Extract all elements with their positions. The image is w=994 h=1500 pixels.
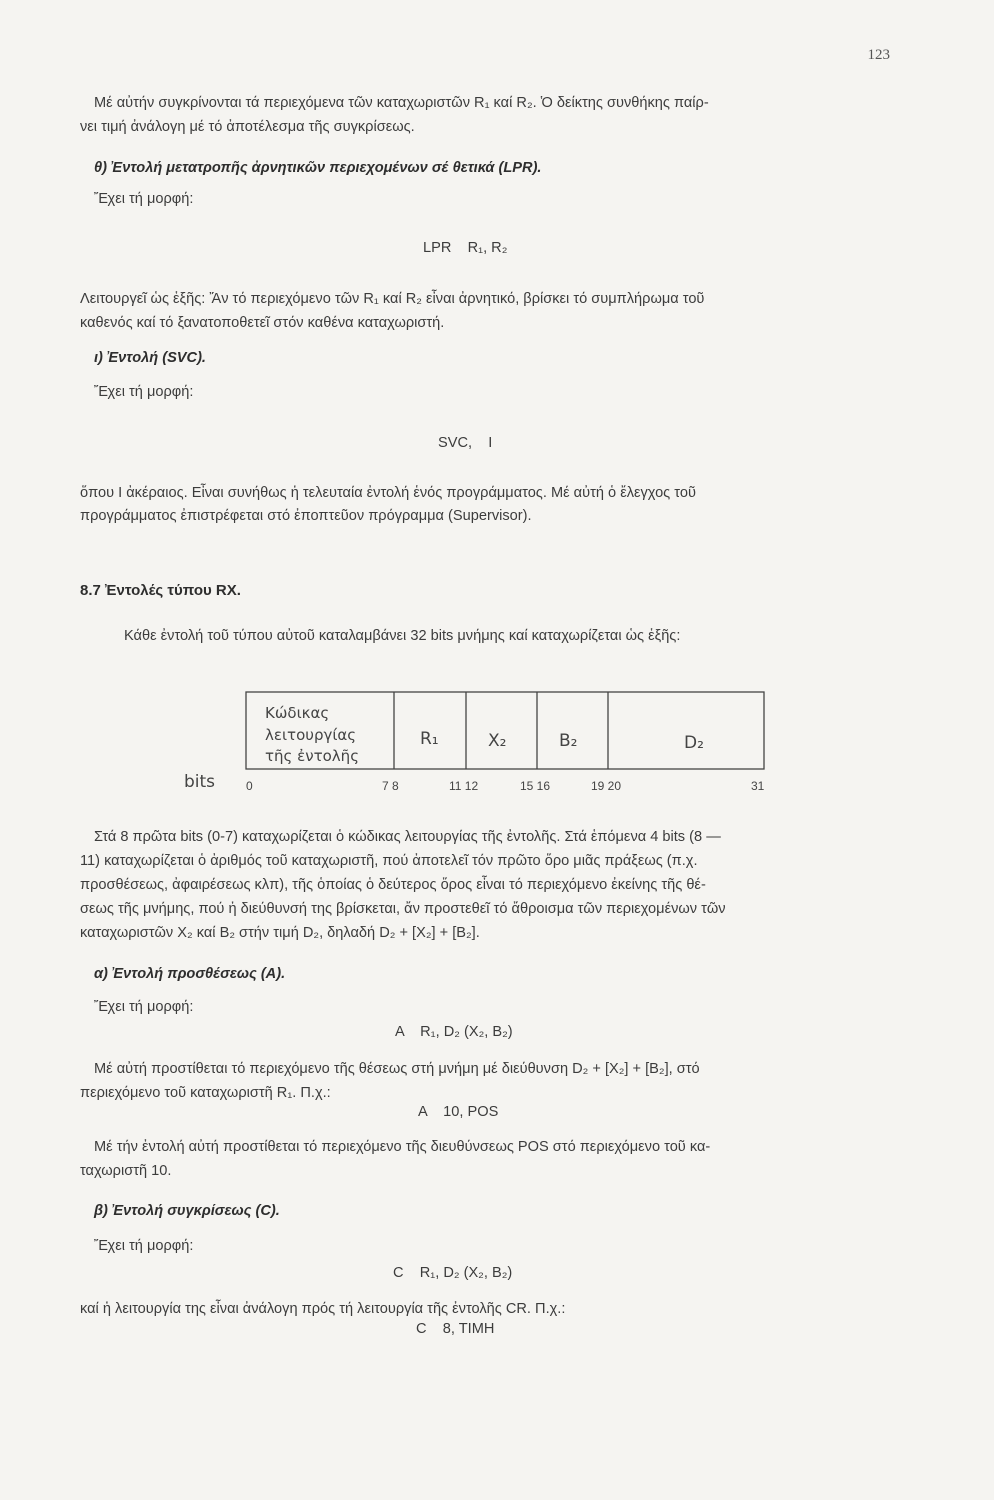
opcode-label-line-1: Κώδικας <box>265 704 330 722</box>
rx-format-boxes <box>246 692 764 769</box>
field-b2: B₂ <box>559 731 578 751</box>
add-heading: α) Ἐντολή προσθέσεως (A). <box>94 966 286 982</box>
page-number: 123 <box>867 47 890 63</box>
tick-19-20: 19 20 <box>591 779 622 793</box>
add-form-label: Ἔχει τή μορφή: <box>94 999 194 1015</box>
svc-desc-line-2: προγράμματος ἐπιστρέφεται στό ἐποπτεῦον πρόγραμμα (Supervisor). <box>80 508 532 524</box>
add-example-line-1: Μέ τήν ἐντολή αὐτή προστίθεται τό περιεχόμενο τῆς διευθύνσεως POS στό περιεχόμενο τοῦ κα- <box>94 1139 711 1155</box>
field-r1: R₁ <box>420 729 439 749</box>
field-x2: X₂ <box>488 731 507 751</box>
tick-31: 31 <box>751 779 765 793</box>
lpr-formula: LPR R₁, R₂ <box>423 240 508 256</box>
tick-15-16: 15 16 <box>520 779 551 793</box>
compare-form-label: Ἔχει τή μορφή: <box>94 1238 194 1254</box>
explanation-line-4: σεως τῆς μνήμης, πού ἡ διεύθυνσή της βρίσκεται, ἄν προστεθεῖ τό ἄθροισμα τῶν περιεχομένων τῶν <box>80 901 726 917</box>
add-example: A 10, POS <box>418 1104 499 1120</box>
bits-label: bits <box>184 772 216 792</box>
svc-form-label: Ἔχει τή μορφή: <box>94 384 194 400</box>
explanation-line-5: καταχωριστῶν X₂ καί B₂ στήν τιμή D₂, δηλαδή D₂ + [X₂] + [B₂]. <box>80 925 480 941</box>
compare-desc-line-1: καί ἡ λειτουργία της εἶναι ἀνάλογη πρός τή λειτουργία τῆς ἐντολῆς CR. Π.χ.: <box>80 1301 566 1317</box>
section-title-rx: 8.7 Ἐντολές τύπου RX. <box>80 582 241 599</box>
add-formula: A R₁, D₂ (X₂, B₂) <box>395 1024 513 1040</box>
add-example-line-2: ταχωριστῆ 10. <box>80 1163 172 1179</box>
lpr-heading: θ) Ἐντολή μετατροπῆς ἀρνητικῶν περιεχομένων σέ θετικά (LPR). <box>94 160 542 176</box>
explanation-line-3: προσθέσεως, ἀφαιρέσεως κλπ), τῆς ὁποίας ὁ δεύτερος ὅρος εἶναι τό περιεχόμενο ἐκείνης τῆς θέ- <box>80 877 706 893</box>
svc-formula: SVC, I <box>438 435 493 451</box>
tick-11-12: 11 12 <box>449 779 479 793</box>
intro-line-2: νει τιμή ἀνάλογη μέ τό ἀποτέλεσμα τῆς συγκρίσεως. <box>80 119 415 135</box>
opcode-label-line-3: τῆς ἐντολῆς <box>265 747 359 765</box>
intro-line-1: Μέ αὐτήν συγκρίνονται τά περιεχόμενα τῶν καταχωριστῶν R₁ καί R₂. Ὁ δείκτης συνθήκης παίρ- <box>94 95 709 111</box>
add-desc-line-1: Μέ αὐτή προστίθεται τό περιεχόμενο τῆς θέσεως στή μνήμη μέ διεύθυνση D₂ + [X₂] + [B₂], στό <box>94 1061 700 1077</box>
explanation-line-2: 11) καταχωρίζεται ὁ ἀριθμός τοῦ καταχωριστῆ, πού ἀποτελεῖ τόν πρῶτο ὅρο μιᾶς πράξεως (π.χ. <box>80 853 698 869</box>
svc-heading: ι) Ἐντολή (SVC). <box>94 350 206 366</box>
svc-desc-line-1: ὅπου I ἀκέραιος. Εἶναι συνήθως ἡ τελευταία ἐντολή ἑνός προγράμματος. Μέ αὐτή ὁ ἔλεγχος τοῦ <box>80 485 696 501</box>
instruction-word-frame <box>246 692 764 769</box>
explanation-line-1: Στά 8 πρῶτα bits (0-7) καταχωρίζεται ὁ κώδικας λειτουργίας τῆς ἐντολῆς. Στά ἑπόμενα 4 bits (8 — <box>94 829 721 845</box>
compare-example: C 8, TIMH <box>416 1321 495 1337</box>
lpr-desc-line-1: Λειτουργεῖ ὡς ἑξῆς: Ἄν τό περιεχόμενο τῶν R₁ καί R₂ εἶναι ἀρνητικό, βρίσκει τό συμπλήρωμα τοῦ <box>80 291 705 307</box>
rx-intro: Κάθε ἐντολή τοῦ τύπου αὐτοῦ καταλαμβάνει 32 bits μνήμης καί καταχωρίζεται ὡς ἑξῆς: <box>124 628 681 644</box>
field-d2: D₂ <box>684 733 704 753</box>
opcode-label-line-2: λειτουργίας <box>265 726 357 744</box>
compare-formula: C R₁, D₂ (X₂, B₂) <box>393 1265 513 1281</box>
tick-7-8: 7 8 <box>382 779 399 793</box>
compare-heading: β) Ἐντολή συγκρίσεως (C). <box>94 1203 280 1219</box>
lpr-form-label: Ἔχει τή μορφή: <box>94 191 194 207</box>
lpr-desc-line-2: καθενός καί τό ξανατοποθετεῖ στόν καθένα καταχωριστή. <box>80 315 445 331</box>
tick-0: 0 <box>246 779 253 793</box>
add-desc-line-2: περιεχόμενο τοῦ καταχωριστῆ R₁. Π.χ.: <box>80 1085 331 1101</box>
